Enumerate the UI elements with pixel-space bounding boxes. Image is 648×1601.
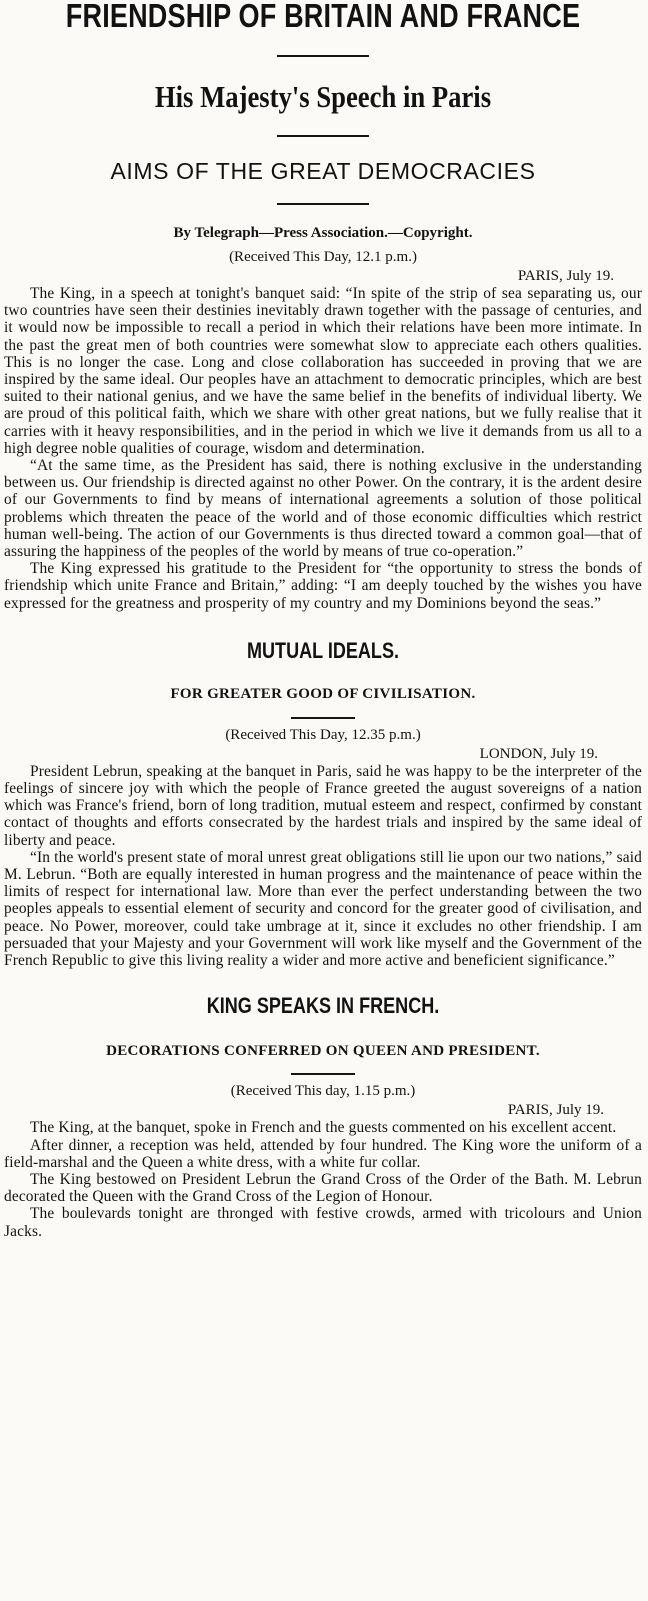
subheadline: FOR GREATER GOOD OF CIVILISATION. (170, 685, 476, 702)
paragraph: The King expressed his gratitude to the President for “the opportunity to stress the bonds of friendship which unite France and Britain,” adding: “I am deeply touched by the wishes you have expressed for the greatness and prosperity of my country and my Dominions beyond the seas.” (4, 560, 642, 612)
received-time: (Received This Day, 12.1 p.m.) (229, 249, 417, 265)
divider-rule (277, 135, 369, 137)
paragraph: The King, in a speech at tonight's banquet said: “In spite of the strip of sea separating us, our two countries have seen their destinies inevitably drawn together with the passage of centuries, and it would now be impossible to recall a period in which their relations have been more intimate. In the past the great men of both countries were somewhat slow to appreciate each others qualities. This is no longer the case. Long and close collaboration has succeeded in proving that we are inspired by the same ideal. Our peoples have an attachment to democratic principles, which are best suited to their national genius, and we have the same belief in the benefits of individual liberty. We are proud of this political faith, which we share with other great nations, but we fully realise that it carries with it heavy responsibilities, and in the period in which we live it demands from us all to a high degree noble qualities of courage, wisdom and determination. (4, 285, 642, 457)
received-time: (Received This day, 1.15 p.m.) (230, 1083, 416, 1100)
divider-rule (291, 1073, 355, 1075)
byline: By Telegraph—Press Association.—Copyright. (173, 225, 473, 241)
divider-rule (277, 203, 369, 205)
paragraph: After dinner, a reception was held, attended by four hundred. The King wore the uniform of a field-marshal and the Queen a white dress, with a white fur collar. (4, 1136, 642, 1171)
received-time: (Received This Day, 12.35 p.m.) (225, 726, 421, 743)
dateline: PARIS, July 19. (507, 1102, 604, 1119)
subheadline: DECORATIONS CONFERRED ON QUEEN AND PRESIDENT. (106, 1043, 540, 1060)
paragraph: President Lebrun, speaking at the banquet in Paris, said he was happy to be the interpreter of the feelings of sincere joy with which the people of France greeted the august sovereigns of a nation which was France's friend, born of long tradition, mutual esteem and respect, confirmed by constant contact of thoughts and efforts consecrated by the hardest trials and inspired by the same ideal of liberty and peace. (4, 762, 642, 849)
paragraph: “In the world's present state of moral unrest great obligations still lie upon our two nations,” said M. Lebrun. “Both are equally interested in human progress and the maintenance of peace within the limits of respect for international law. More than ever the perfect understanding between the two peoples appeals to essential element of security and concord for the greater good of civilisation, and peace. No Power, moreover, could take umbrage at it, since it excludes no other friendship. I am persuaded that your Majesty and your Government will work like myself and the Government of the French Republic to give this living reality a wider and more active and beneficient significance.” (4, 848, 642, 970)
dateline: LONDON, July 19. (479, 745, 598, 762)
dateline: PARIS, July 19. (517, 268, 614, 284)
mutual-ideals-headline: MUTUAL IDEALS. (246, 637, 400, 663)
king-speaks-headline: KING SPEAKS IN FRENCH. (206, 993, 440, 1019)
paragraph: The boulevards tonight are thronged with festive crowds, armed with tricolours and Union Jacks. (4, 1205, 642, 1240)
divider-rule (291, 717, 355, 719)
divider-rule (277, 55, 369, 57)
speech-headline: His Majesty's Speech in Paris (154, 79, 492, 114)
paragraph: The King bestowed on President Lebrun the Grand Cross of the Order of the Bath. M. Lebrun decorated the Queen with the Grand Cross of the Legion of Honour. (4, 1170, 642, 1206)
main-headline: FRIENDSHIP OF BRITAIN AND FRANCE (65, 0, 581, 34)
paragraph: “At the same time, as the President has said, there is nothing exclusive in the understanding between us. Our friendship is directed against no other Power. On the contrary, it is the ardent desire of our Governments to find by means of international agreements a solution of those political problems which threaten the peace of the world and of those economic difficulties which restrict human well-being. The action of our Governments is thus directed toward a common goal—that of assuring the happiness of the peoples of the world by means of true co-operation.” (4, 457, 642, 561)
paragraph: The King, at the banquet, spoke in French and the guests commented on his excellent accent. (30, 1119, 617, 1137)
aims-headline: AIMS OF THE GREAT DEMOCRACIES (110, 158, 536, 184)
